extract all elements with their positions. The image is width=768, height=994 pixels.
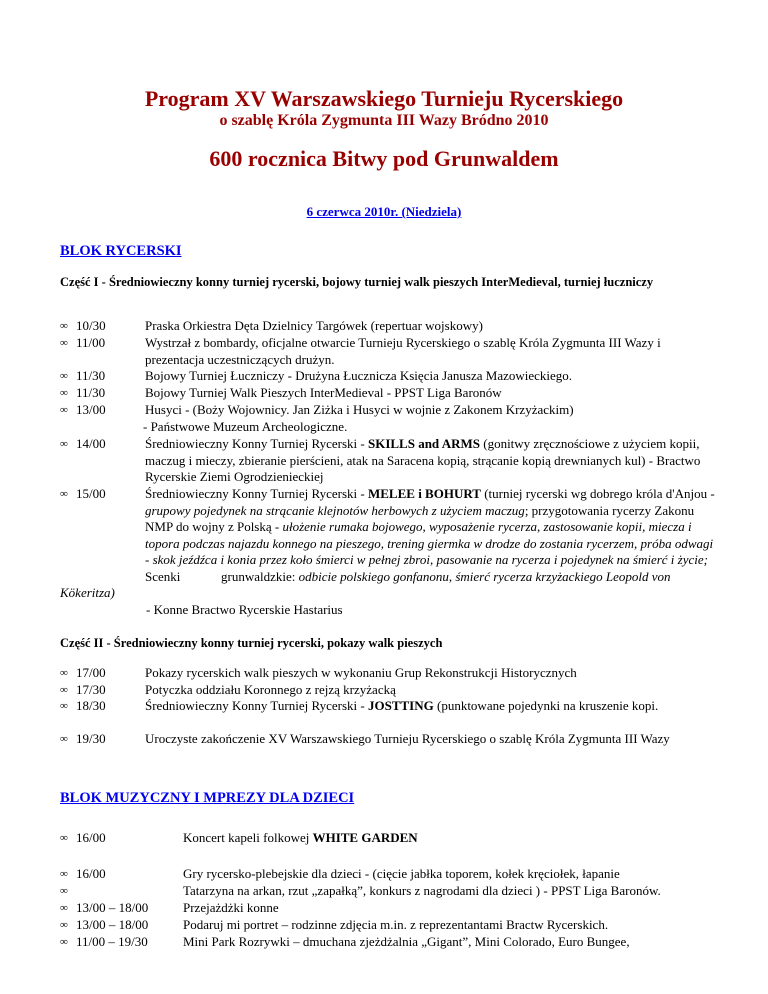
entry-continuation-line: grunwaldzkie: odbicie polskiego gonfanonu, śmierć rycerza krzyżackiego Leopold von <box>221 569 671 584</box>
page-title: Program XV Warszawskiego Turnieju Rycerskiego <box>144 86 624 111</box>
entry-time: 15/00 <box>76 486 106 501</box>
entry-time: 16/00 <box>76 830 106 845</box>
entry-description: Pokazy rycerskich walk pieszych w wykonaniu Grup Rekonstrukcji Historycznych <box>145 665 577 680</box>
entry-description: Praska Orkiestra Dęta Dzielnicy Targówek (repertuar wojskowy) <box>145 318 483 333</box>
entry-time: 13/00 – 18/00 <box>76 917 149 932</box>
entry-time: 10/30 <box>76 318 106 333</box>
entry-time: 18/30 <box>76 698 106 713</box>
entry-description: Tatarzyna na arkan, rzut „zapałką”, konkurs z nagrodami dla dzieci ) - PPST Liga Baronów. <box>183 883 661 898</box>
bullet-infinity-icon: ∞ <box>60 320 68 332</box>
entry-description: Podaruj mi portret – rodzinne zdjęcia m.in. z reprezentantami Bractw Rycerskich. <box>183 917 609 932</box>
bullet-infinity-icon: ∞ <box>60 684 68 696</box>
bullet-infinity-icon: ∞ <box>60 387 68 399</box>
section-heading-blok-muzyczny[interactable]: BLOK MUZYCZNY I MPREZY DLA DZIECI <box>60 790 355 806</box>
bullet-infinity-icon: ∞ <box>60 733 68 745</box>
bullet-infinity-icon: ∞ <box>60 337 68 349</box>
entry-description: Koncert kapeli folkowej WHITE GARDEN <box>183 830 418 845</box>
anniversary-title: 600 rocznica Bitwy pod Grunwaldem <box>209 146 559 171</box>
entry-time: 11/30 <box>76 368 106 383</box>
entry-continuation-line: Kökeritza) <box>60 585 115 600</box>
entry-time: 13/00 – 18/00 <box>76 900 149 915</box>
entry-time: 19/30 <box>76 731 106 746</box>
entry-time: 11/30 <box>76 385 106 400</box>
entry-description: Średniowieczny Konny Turniej Rycerski - JOSTTING (punktowane pojedynki na kruszenie kopi. <box>145 698 659 713</box>
page-subtitle: o szablę Króla Zygmunta III Wazy Bródno 2010 <box>219 112 549 129</box>
entry-time: 17/30 <box>76 682 106 697</box>
entry-description: Mini Park Rozrywki – dmuchana zjeżdżalnia „Gigant”, Mini Colorado, Euro Bungee, <box>183 934 630 949</box>
bullet-infinity-icon: ∞ <box>60 667 68 679</box>
entry-description: Bojowy Turniej Łuczniczy - Drużyna Łucznicza Księcia Janusza Mazowieckiego. <box>145 368 573 383</box>
entry-description: Husyci - (Boży Wojownicy. Jan Ziżka i Husyci w wojnie z Zakonem Krzyżackim) <box>145 402 574 417</box>
part2-heading: Część II - Średniowieczny konny turniej rycerski, pokazy walk pieszych <box>60 636 443 650</box>
entry-description: Średniowieczny Konny Turniej Rycerski - SKILLS and ARMS (gonitwy zręcznościowe z użyciem kopii, maczug i mieczy, zbieranie pierścieni, atak na Saracena kopią, strącanie kopią drewnianych kul) - Bractwo Rycerskie Ziemi Ogrodzienieckiej <box>145 436 701 484</box>
section-heading-blok-rycerski[interactable]: BLOK RYCERSKI <box>60 243 182 259</box>
entry-time: 11/00 – 19/30 <box>76 934 148 949</box>
entry-time: 17/00 <box>76 665 106 680</box>
entry-time: 13/00 <box>76 402 106 417</box>
entry-description: Wystrzał z bombardy, oficjalne otwarcie Turnieju Rycerskiego o szablę Króla Zygmunta III Wazy i prezentacja uczestniczących drużyn. <box>145 335 661 367</box>
event-date-link[interactable]: 6 czerwca 2010r. (Niedziela) <box>306 204 462 219</box>
bullet-infinity-icon: ∞ <box>60 370 68 382</box>
entry-time: 14/00 <box>76 436 106 451</box>
entry-time: 16/00 <box>76 866 106 881</box>
bullet-infinity-icon: ∞ <box>60 404 68 416</box>
entry-description: Bojowy Turniej Walk Pieszych InterMedieval - PPST Liga Baronów <box>145 385 502 400</box>
entry-description: Uroczyste zakończenie XV Warszawskiego Turnieju Rycerskiego o szablę Króla Zygmunta III Wazy <box>145 731 670 746</box>
part1-heading: Część I - Średniowieczny konny turniej rycerski, bojowy turniej walk pieszych InterMedieval, turniej łuczniczy <box>60 275 654 289</box>
bullet-infinity-icon: ∞ <box>60 885 68 897</box>
bullet-infinity-icon: ∞ <box>60 868 68 880</box>
bullet-infinity-icon: ∞ <box>60 832 68 844</box>
entry-description: - Państwowe Muzeum Archeologiczne. <box>143 419 348 434</box>
entry-organizer: - Konne Bractwo Rycerskie Hastarius <box>146 602 343 617</box>
entry-description: Potyczka oddziału Koronnego z rejzą krzyżacką <box>145 682 396 697</box>
bullet-infinity-icon: ∞ <box>60 488 68 500</box>
entry-description: Przejażdżki konne <box>183 900 279 915</box>
entry-time: 11/00 <box>76 335 106 350</box>
entry-description: Gry rycersko-plebejskie dla dzieci - (cięcie jabłka toporem, kołek kręciołek, łapanie <box>183 866 620 881</box>
bullet-infinity-icon: ∞ <box>60 936 68 948</box>
bullet-infinity-icon: ∞ <box>60 919 68 931</box>
bullet-infinity-icon: ∞ <box>60 902 68 914</box>
entry-description: Średniowieczny Konny Turniej Rycerski - MELEE i BOHURT (turniej rycerski wg dobrego króla d'Anjou - grupowy pojedynek na strącanie klejnotów herbowych z użyciem maczug; przygotowania rycerzy Zakonu NMP do wojny z Polską - ułożenie rumaka bojowego, wyposażenie rycerza, zastosowanie kopii, miecza i topora podczas najazdu konnego na pieszego, trening giermka w drodze do zostania rycerzem, próba odwagi - skok jeźdźca i konia przez koło śmierci w pełnej zbroi, pasowanie na rycerza i pojedynek na śmierć i życie; Scenki <box>145 486 715 584</box>
bullet-infinity-icon: ∞ <box>60 438 68 450</box>
bullet-infinity-icon: ∞ <box>60 700 68 712</box>
